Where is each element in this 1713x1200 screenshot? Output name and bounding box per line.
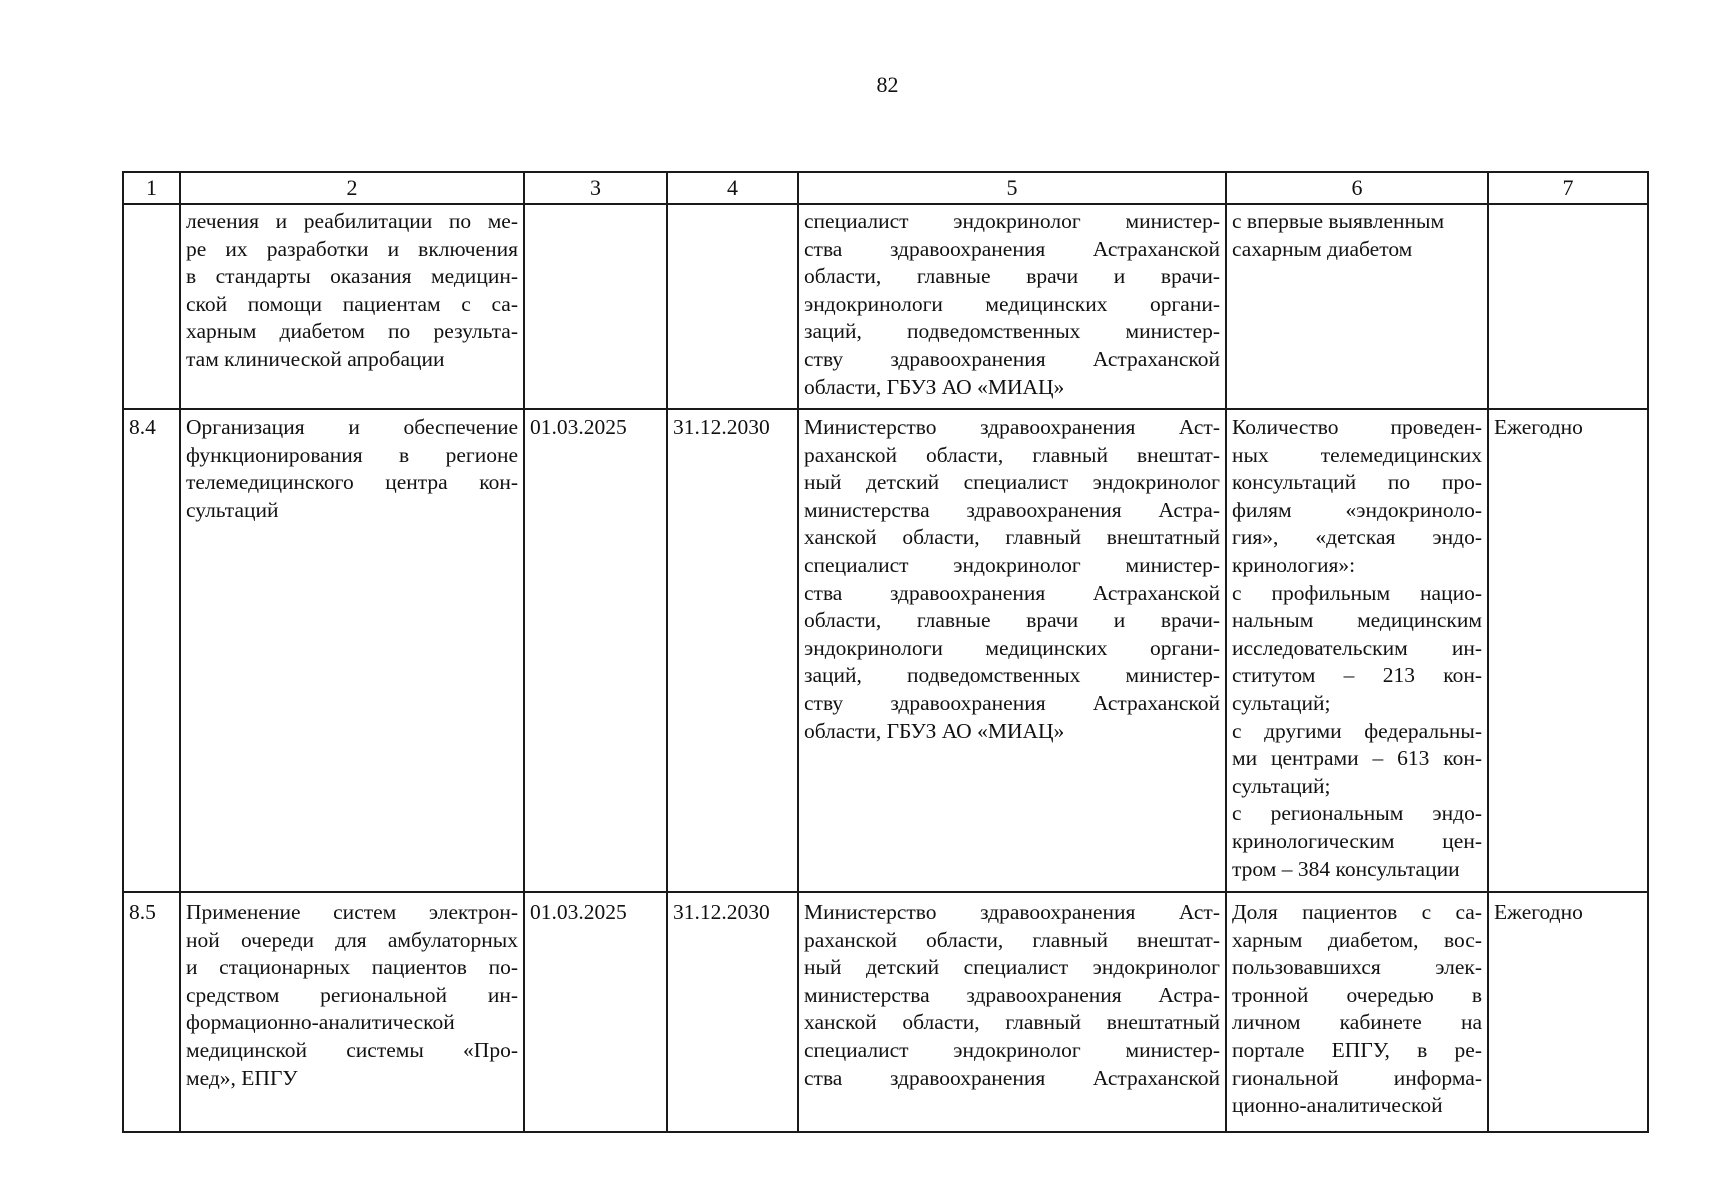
- text-line: харным диабетом, вос-: [1232, 927, 1482, 952]
- text-line: Количество проведен-: [1232, 415, 1482, 439]
- text-line: ству здравоохранения Астраханской: [804, 690, 1220, 715]
- text-line: гия», «детская эндо-: [1232, 525, 1482, 550]
- text-line: специалист эндокринолог министер-: [804, 1037, 1220, 1062]
- result-cell: [1226, 892, 1488, 1132]
- text-line: с профильным нацио-: [1232, 580, 1482, 605]
- text-line: харным диабетом по результа-: [186, 319, 518, 344]
- column-header: 6: [1226, 172, 1488, 204]
- text-line: области, ГБУЗ АО «МИАЦ»: [804, 374, 1065, 399]
- frequency-cell: Ежегодно: [1488, 892, 1648, 1132]
- text-line: ционно-аналитической: [1232, 1093, 1443, 1118]
- responsible-cell: [798, 409, 1226, 892]
- end-date-cell: 31.12.2030: [667, 409, 798, 892]
- text-line: портале ЕПГУ, в ре-: [1232, 1037, 1482, 1062]
- text-line: тронной очередью в: [1232, 982, 1482, 1007]
- text-line: с впервые выявленным: [1232, 209, 1445, 233]
- text-line: ной очереди для амбулаторных: [186, 927, 518, 952]
- end-date-cell: 31.12.2030: [667, 892, 798, 1132]
- text-line: эндокринологи медицинских органи-: [804, 635, 1220, 660]
- text-line: ный детский специалист эндокринолог: [804, 955, 1220, 980]
- row-number-cell: [123, 204, 180, 409]
- text-line: в стандарты оказания медицин-: [186, 264, 518, 289]
- column-header: 1: [123, 172, 180, 204]
- text-line: области, ГБУЗ АО «МИАЦ»: [804, 718, 1065, 743]
- column-header: 3: [524, 172, 667, 204]
- start-date-cell: 01.03.2025: [524, 409, 667, 892]
- text-line: телемедицинского центра кон-: [186, 470, 518, 495]
- text-line: раханской области, главный внештат-: [804, 442, 1220, 467]
- text-line: специалист эндокринолог министер-: [804, 209, 1220, 233]
- header-row: [123, 172, 1648, 204]
- text-line: с другими федеральны-: [1232, 718, 1482, 743]
- text-line: кринологическим цен-: [1232, 828, 1482, 853]
- start-date-cell: [524, 204, 667, 409]
- text-line: заций, подведомственных министер-: [804, 663, 1220, 688]
- column-header: 7: [1488, 172, 1648, 204]
- text-line: гиональной информа-: [1232, 1065, 1482, 1090]
- text-line: сахарным диабетом: [1232, 236, 1413, 261]
- text-line: ных телемедицинских: [1232, 442, 1482, 467]
- text-line: средством региональной ин-: [186, 982, 518, 1007]
- responsible-cell: [798, 892, 1226, 1132]
- text-line: специалист эндокринолог министер-: [804, 552, 1220, 577]
- text-line: функционирования в регионе: [186, 442, 518, 467]
- table-row: [123, 409, 1648, 892]
- text-line: Доля пациентов с са-: [1232, 900, 1482, 924]
- text-line: ской помощи пациентам с са-: [186, 291, 518, 316]
- row-number-cell: 8.5: [123, 892, 180, 1132]
- column-header: 5: [798, 172, 1226, 204]
- text-line: министерства здравоохранения Астра-: [804, 982, 1220, 1007]
- text-line: ми центрами – 613 кон-: [1232, 746, 1482, 771]
- text-line: раханской области, главный внештат-: [804, 927, 1220, 952]
- responsible-cell: [798, 204, 1226, 409]
- text-line: ханской области, главный внештатный: [804, 1010, 1220, 1035]
- text-line: формационно-аналитической: [186, 1010, 455, 1035]
- text-line: сультаций;: [1232, 773, 1331, 798]
- text-line: кринология»:: [1232, 552, 1356, 577]
- text-line: ства здравоохранения Астраханской: [804, 580, 1220, 605]
- activity-cell: [180, 892, 524, 1132]
- text-line: и стационарных пациентов по-: [186, 955, 518, 980]
- start-date-cell: 01.03.2025: [524, 892, 667, 1132]
- text-line: тром – 384 консультации: [1232, 856, 1460, 881]
- column-header: 4: [667, 172, 798, 204]
- row-number-cell: 8.4: [123, 409, 180, 892]
- text-line: сультаций: [186, 497, 279, 522]
- text-line: ный детский специалист эндокринолог: [804, 470, 1220, 495]
- text-line: министерства здравоохранения Астра-: [804, 497, 1220, 522]
- text-line: личном кабинете на: [1232, 1010, 1482, 1035]
- text-line: мед», ЕПГУ: [186, 1065, 298, 1090]
- text-line: ститутом – 213 кон-: [1232, 663, 1482, 688]
- text-line: с региональным эндо-: [1232, 801, 1482, 826]
- page-number: 82: [876, 72, 899, 97]
- text-line: Министерство здравоохранения Аст-: [804, 415, 1220, 439]
- table-row: [123, 892, 1648, 1132]
- result-cell: [1226, 204, 1488, 409]
- measures-table: [122, 171, 1649, 1133]
- text-line: ства здравоохранения Астраханской: [804, 1065, 1220, 1090]
- frequency-cell: Ежегодно: [1488, 409, 1648, 892]
- text-line: нальным медицинским: [1232, 608, 1482, 633]
- text-line: сультаций;: [1232, 690, 1331, 715]
- text-line: Организация и обеспечение: [186, 415, 518, 439]
- text-line: ства здравоохранения Астраханской: [804, 236, 1220, 261]
- text-line: исследовательским ин-: [1232, 635, 1482, 660]
- text-line: Министерство здравоохранения Аст-: [804, 900, 1220, 924]
- result-cell: [1226, 409, 1488, 892]
- activity-cell: [180, 409, 524, 892]
- text-line: филям «эндокриноло-: [1232, 497, 1482, 522]
- text-line: медицинской системы «Про-: [186, 1037, 518, 1062]
- frequency-cell: [1488, 204, 1648, 409]
- activity-cell: [180, 204, 524, 409]
- text-line: пользовавшихся элек-: [1232, 955, 1482, 980]
- end-date-cell: [667, 204, 798, 409]
- text-line: ре их разработки и включения: [186, 236, 518, 261]
- text-line: области, главные врачи и врачи-: [804, 608, 1220, 633]
- text-line: там клинической апробации: [186, 346, 445, 371]
- text-line: Применение систем электрон-: [186, 900, 518, 924]
- text-line: консультаций по про-: [1232, 470, 1482, 495]
- table-row: [123, 204, 1648, 409]
- text-line: ству здравоохранения Астраханской: [804, 346, 1220, 371]
- text-line: лечения и реабилитации по ме-: [186, 209, 518, 233]
- text-line: эндокринологи медицинских органи-: [804, 291, 1220, 316]
- column-header: 2: [180, 172, 524, 204]
- text-line: заций, подведомственных министер-: [804, 319, 1220, 344]
- text-line: ханской области, главный внештатный: [804, 525, 1220, 550]
- text-line: области, главные врачи и врачи-: [804, 264, 1220, 289]
